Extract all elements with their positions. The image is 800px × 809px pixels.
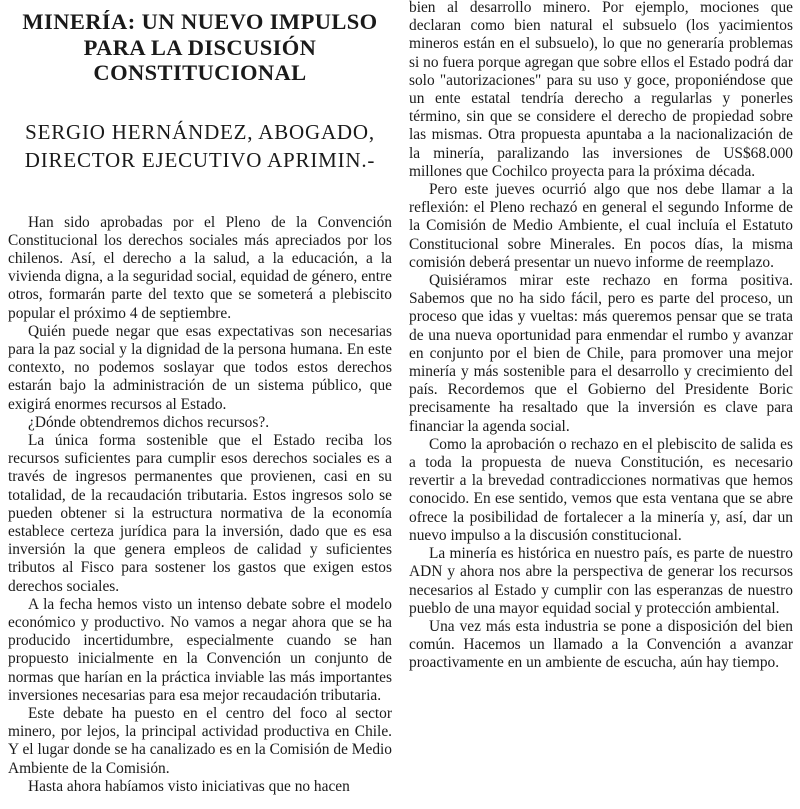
left-column [8, 0, 392, 796]
paragraph: Quisiéramos mirar este rechazo en forma positiva. Sabemos que no ha sido fácil, pero es parte del proceso, un proceso que idas y vueltas: más queremos pensar que se trata de una nueva oportunidad para enmendar el rumbo y avanzar en conjunto por el bien de Chile, para promover una mejor minería y más sostenible para el desarrollo y crecimiento del país. Recordemos que el Gobierno del Presidente Boric precisamente ha resaltado que la inversión es clave para financiar la agenda social. [409, 272, 793, 435]
left-body [8, 214, 392, 797]
article-byline: SERGIO HERNÁNDEZ, ABOGADO, DIRECTOR EJECUTIVO APRIMIN.- [24, 119, 376, 172]
right-column [409, 0, 793, 673]
paragraph: La minería es histórica en nuestro país, es parte de nuestro ADN y ahora nos abre la perspectiva de generar los recursos necesarios al Estado y cumplir con las esperanzas de nuestro pueblo de una mayor equidad social y protección ambiental. [409, 545, 793, 617]
paragraph: Pero este jueves ocurrió algo que nos debe llamar a la reflexión: el Pleno rechazó en general el segundo Informe de la Comisión de Medio Ambiente, el cual incluía el Estatuto Constitucional sobre Minerales. En pocos días, la misma comisión deberá presentar un nuevo informe de reemplazo. [409, 181, 793, 271]
paragraph: Una vez más esta industria se pone a disposición del bien común. Hacemos un llamado a la Convención a avanzar proactivamente en un ambiente de escucha, aún hay tiempo. [409, 617, 793, 672]
paragraph: A la fecha hemos visto un intenso debate sobre el modelo económico y productivo. No vamos a negar ahora que se ha producido incertidumbre, especialmente cuando se han propuesto inicialmente en la Convención un conjunto de normas que harían en la práctica inviable las más importantes inversiones necesarias para esa mejor recaudación tributaria. [8, 595, 392, 704]
paragraph: Este debate ha puesto en el centro del foco al sector minero, por lejos, la principal actividad productiva en Chile. Y el lugar donde se ha canalizado es en la Comisión de Medio Ambiente de la Comisión. [8, 704, 392, 777]
paragraph: La única forma sostenible que el Estado reciba los recursos suficientes para cumplir esos derechos sociales es a través de ingresos permanentes que provienen, casi en su totalidad, de la recaudación tributaria. Estos ingresos solo se pueden obtener si la estructura normativa de la economía establece certeza jurídica para la inversión, dado que es esa inversión la que genera empleos de calidad y suficientes tributos al Fisco para sostener los gastos que exigen estos derechos sociales. [8, 431, 392, 595]
paragraph: Han sido aprobadas por el Pleno de la Convención Constitucional los derechos sociales más apreciados por los chilenos. Así, el derecho a la salud, a la educación, a la vivienda digna, a la seguridad social, equidad de género, entre otros, formarán parte del texto que se someterá a plebiscito popular el próximo 4 de septiembre. [8, 213, 392, 322]
paragraph: Hasta ahora habíamos visto iniciativas que no hacen [28, 777, 350, 795]
paragraph: Como la aprobación o rechazo en el plebiscito de salida es a toda la propuesta de nueva Constitución, es necesario revertir a la brevedad contradicciones normativas que hemos conocido. En ese sentido, vemos que esta ventana que se abre ofrece la posibilidad de fortalecer a la minería y, así, dar un nuevo impulso a la discusión constitucional. [409, 435, 793, 544]
paragraph: bien al desarrollo minero. Por ejemplo, mociones que declaran como bien natural el subsuelo (los yacimientos mineros están en el subsuelo), lo que no generaría problemas si no fuera porque agregan que sobre ellos el Estado podrá dar solo "autorizaciones" para su uso y goce, proponiéndose que un ente estatal tendría derecho a regularlas y ponerles término, sin que se considere el derecho de propiedad sobre las mismas. Otra propuesta apuntaba a la nacionalización de la minería, paralizando las inversiones de US$68.000 millones que Cochilco proyecta para la próxima década. [409, 0, 793, 180]
article-headline: MINERÍA: UN NUEVO IMPULSO PARA LA DISCUSIÓN CONSTITUCIONAL [22, 9, 378, 85]
paragraph: Quién puede negar que esas expectativas son necesarias para la paz social y la dignidad de la persona humana. En este contexto, no podemos soslayar que todos estos derechos estarán bajo la administración de un sistema público, que exigirá enormes recursos al Estado. [8, 322, 392, 413]
paragraph: ¿Dónde obtendremos dichos recursos?. [28, 413, 270, 431]
